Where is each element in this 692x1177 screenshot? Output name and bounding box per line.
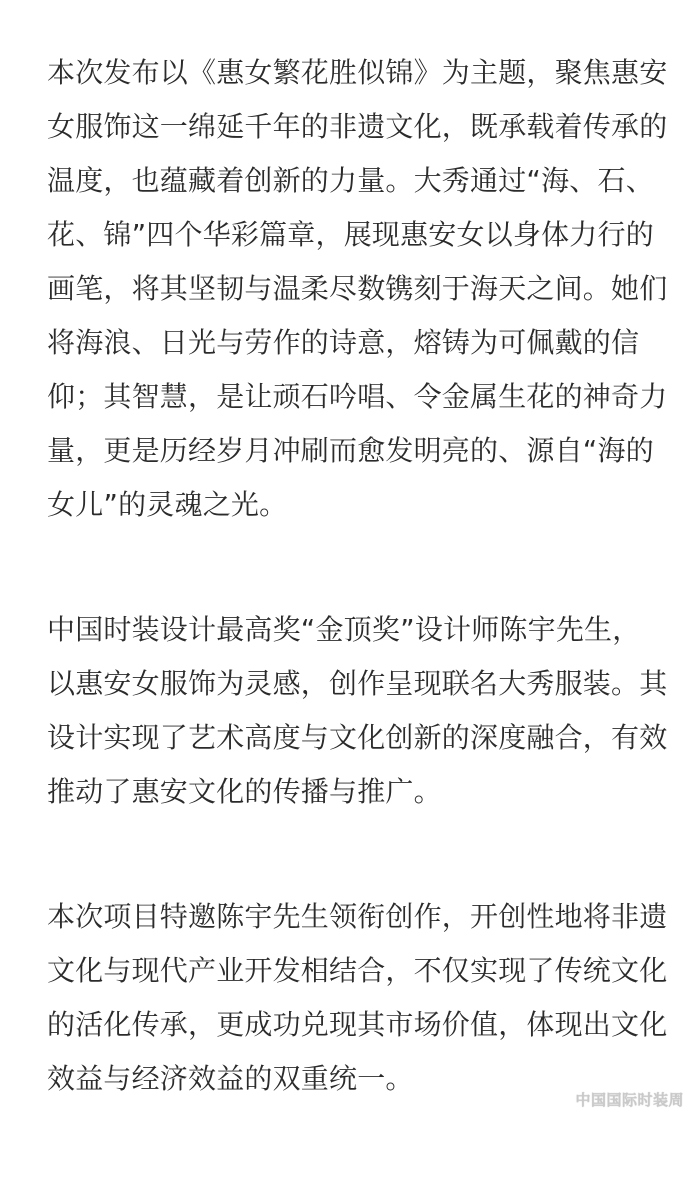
paragraph-line: 本次发布以《惠女繁花胜似锦》为主题，聚焦惠安 — [47, 56, 668, 89]
paragraph-line: 女服饰这一绵延千年的非遗文化，既承载着传承的 — [47, 110, 668, 143]
paragraph-line: 的活化传承，更成功兑现其市场价值，体现出文化 — [47, 1008, 668, 1041]
paragraph-line: 效益与经济效益的双重统一。 — [47, 1062, 414, 1095]
paragraph-line: 将海浪、日光与劳作的诗意，熔铸为可佩戴的信 — [47, 326, 640, 359]
paragraph-line: 以惠安女服饰为灵感，创作呈现联名大秀服装。其 — [47, 667, 668, 700]
paragraph-line: 设计实现了艺术高度与文化创新的深度融合，有效 — [47, 721, 668, 754]
watermark-text: 中国国际时装周 — [575, 1091, 684, 1109]
article-body — [47, 46, 668, 1177]
paragraph-line: 推动了惠安文化的传播与推广。 — [47, 775, 442, 808]
paragraph-2 — [47, 603, 668, 819]
paragraph-line: 文化与现代产业开发相结合，不仅实现了传统文化 — [47, 954, 668, 987]
paragraph-1 — [47, 46, 668, 532]
paragraph-line: 女儿”的灵魂之光。 — [47, 488, 288, 521]
paragraph-line: 仰；其智慧，是让顽石吟唱、令金属生花的神奇力 — [47, 380, 668, 413]
paragraph-line: 中国时装设计最高奖“金顶奖”设计师陈宇先生， — [47, 613, 641, 646]
paragraph-line: 本次项目特邀陈宇先生领衔创作，开创性地将非遗 — [47, 900, 668, 933]
paragraph-3 — [47, 890, 668, 1106]
paragraph-line: 花、锦”四个华彩篇章，展现惠安女以身体力行的 — [47, 218, 654, 251]
paragraph-line: 量，更是历经岁月冲刷而愈发明亮的、源自“海的 — [47, 434, 654, 467]
paragraph-line: 画笔，将其坚韧与温柔尽数镌刻于海天之间。她们 — [47, 272, 668, 305]
paragraph-line: 温度，也蕴藏着创新的力量。大秀通过“海、石、 — [47, 164, 654, 197]
